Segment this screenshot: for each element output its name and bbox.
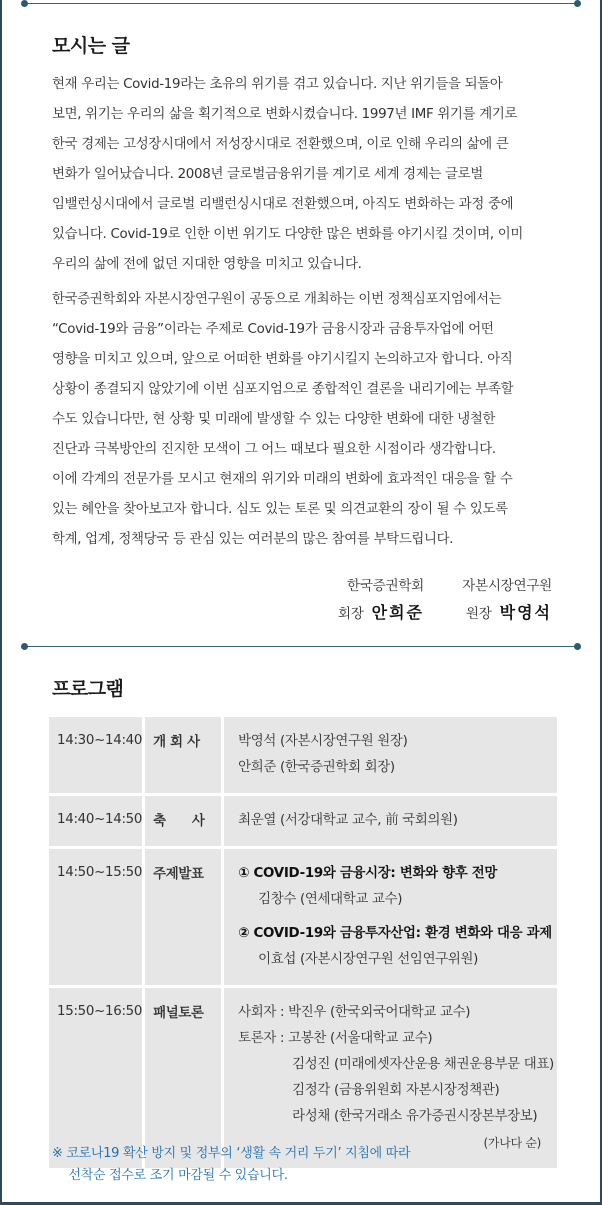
signature-kcmi — [462, 574, 552, 623]
top-divider — [24, 3, 578, 4]
divider-dot — [574, 643, 581, 650]
signature-org: 자본시장연구원 — [462, 578, 552, 594]
section-divider — [24, 646, 578, 647]
text-line: 한국증권학회와 자본시장연구원이 공동으로 개최하는 이번 정책심포지엄에서는 — [52, 292, 502, 307]
session-label: 개 회 사 — [145, 717, 221, 793]
moderator-line: 사회자 : 박진우 (한국외국어대학교 교수) — [238, 1005, 471, 1020]
divider-dot — [574, 0, 581, 7]
text-line: 상황이 종결되지 않았기에 이번 심포지엄으로 종합적인 결론을 내리기에는 부족할 — [52, 382, 514, 397]
text-line: 보면, 위기는 우리의 삶을 획기적으로 변화시켰습니다. 1997년 IMF 위기를 계기로 — [52, 107, 518, 122]
session-label: 패널토론 — [145, 988, 221, 1168]
greeting-paragraph-1 — [52, 70, 550, 280]
text-line: “Covid-19와 금융”이라는 주제로 Covid-19가 금융시장과 금융투자업에 어떤 — [52, 322, 494, 337]
signature-role: 원장 — [465, 606, 492, 622]
panelist-line: 라성채 (한국거래소 유가증권시장본부장보) — [292, 1109, 538, 1124]
text-line: 변화가 일어났습니다. 2008년 글로벌금융위기를 계기로 세계 경제는 글로벌 — [52, 167, 483, 182]
session-detail — [224, 988, 557, 1168]
divider-dot — [21, 643, 28, 650]
table-row — [49, 988, 557, 1168]
text-line: 한국 경제는 고성장시대에서 저성장시대로 전환했으며, 이로 인해 우리의 삶에 큰 — [52, 137, 509, 152]
text-line: 있습니다. Covid-19로 인한 이번 위기도 다양한 많은 변화를 야기시킬 것이며, 이미 — [52, 227, 524, 242]
talk-speaker: 이효섭 (자본시장연구원 선임연구위원) — [258, 952, 479, 967]
program-title: 프로그램 — [52, 678, 124, 700]
text-line: 현재 우리는 Covid-19라는 초유의 위기를 겪고 있습니다. 지난 위기들을 되돌아 — [52, 77, 503, 92]
signature-role: 회장 — [337, 606, 364, 622]
talk-title: ② COVID-19와 금융투자산업: 환경 변화와 대응 과제 — [238, 926, 552, 941]
greeting-paragraph-2 — [52, 285, 550, 555]
session-time: 14:40~14:50 — [49, 796, 142, 846]
signature-name: 안희준 — [371, 603, 424, 622]
signature-name: 박영석 — [499, 603, 552, 622]
notice-line: 선착순 접수로 조기 마감될 수 있습니다. — [52, 1168, 288, 1183]
notice-line: ※ 코로나19 확산 방지 및 정부의 ‘생활 속 거리 두기’ 지침에 따라 — [52, 1146, 411, 1161]
text-line: 우리의 삶에 전에 없던 지대한 영향을 미치고 있습니다. — [52, 257, 362, 272]
registration-notice — [52, 1143, 410, 1187]
text-line: 진단과 극복방안의 진지한 모색이 그 어느 때보다 필요한 시점이라 생각합니다. — [52, 442, 496, 457]
program-table — [46, 714, 560, 1171]
session-time: 14:50~15:50 — [49, 849, 142, 985]
text-line: 이에 각계의 전문가를 모시고 현재의 위기와 미래의 변화에 효과적인 대응을 할 수 — [52, 472, 513, 487]
text-line: 영향을 미치고 있으며, 앞으로 어떠한 변화를 야기시킬지 논의하고자 합니다. 아직 — [52, 352, 513, 367]
text-line: 수도 있습니다만, 현 상황 및 미래에 발생할 수 있는 다양한 변화에 대한 냉철한 — [52, 412, 496, 427]
greeting-title: 모시는 글 — [52, 35, 130, 57]
session-time: 14:30~14:40 — [49, 717, 142, 793]
text-line: 학계, 업계, 정책당국 등 관심 있는 여러분의 많은 참여를 부탁드립니다. — [52, 532, 454, 547]
session-time: 15:50~16:50 — [49, 988, 142, 1168]
signature-org: 한국증권학회 — [347, 578, 424, 594]
spacer — [238, 913, 557, 921]
table-row — [49, 717, 557, 793]
session-label: 축 사 — [145, 796, 221, 846]
text-line: 있는 혜안을 찾아보고자 합니다. 심도 있는 토론 및 의견교환의 장이 될 수 있도록 — [52, 502, 508, 517]
session-label: 주제발표 — [145, 849, 221, 985]
divider-dot — [21, 0, 28, 7]
speaker-line: 안희준 (한국증권학회 회장) — [238, 760, 395, 775]
panelist-line: 토론자 : 고봉찬 (서울대학교 교수) — [238, 1031, 433, 1046]
frame-left-border — [0, 0, 2, 1205]
text-line: 임밸런싱시대에서 글로벌 리밸런싱시대로 전환했으며, 아직도 변화하는 과정 중에 — [52, 197, 514, 212]
session-detail — [224, 849, 557, 985]
speaker-line: 박영석 (자본시장연구원 원장) — [238, 734, 408, 749]
table-row — [49, 849, 557, 985]
speaker-line: 최운열 (서강대학교 교수, 前 국회의원) — [238, 813, 458, 828]
session-detail — [224, 796, 557, 846]
talk-title: ① COVID-19와 금융시장: 변화와 향후 전망 — [238, 866, 497, 881]
panelist-line: 김성진 (미래에셋자산운용 채권운용부문 대표) — [292, 1057, 554, 1072]
table-row — [49, 796, 557, 846]
order-note: (가나다 순) — [483, 1136, 541, 1150]
talk-speaker: 김창수 (연세대학교 교수) — [258, 892, 403, 907]
panelist-line: 김정각 (금융위원회 자본시장정책관) — [292, 1083, 500, 1098]
signature-kasf — [338, 574, 424, 623]
session-detail — [224, 717, 557, 793]
